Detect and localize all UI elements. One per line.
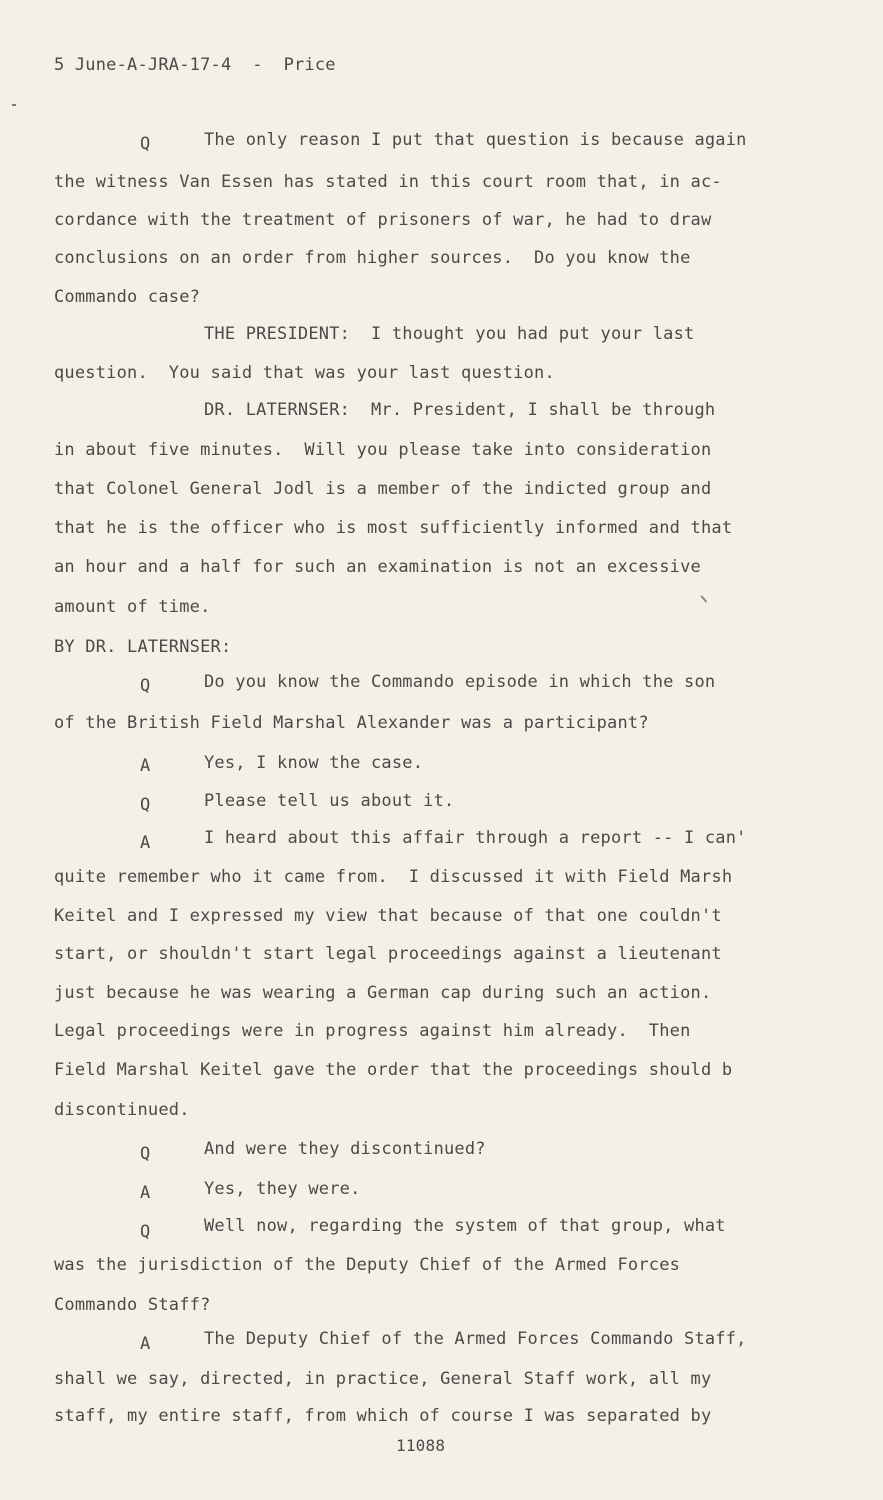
- a-marker: A: [140, 1334, 151, 1354]
- text-line: DR. LATERNSER: Mr. President, I shall be through: [204, 400, 716, 420]
- stray-mark: [701, 595, 707, 602]
- page-header: 5 June-A-JRA-17-4 - Price: [54, 55, 336, 75]
- text-line: that he is the officer who is most sufficiently informed and that: [54, 518, 733, 538]
- text-line: conclusions on an order from higher sources. Do you know the: [54, 248, 691, 268]
- text-line: of the British Field Marshal Alexander was a participant?: [54, 713, 649, 733]
- text-line: was the jurisdiction of the Deputy Chief of the Armed Forces: [54, 1255, 681, 1275]
- text-line: Do you know the Commando episode in which the son: [204, 672, 716, 692]
- a-marker: A: [140, 756, 151, 776]
- text-line: discontinued.: [54, 1100, 190, 1120]
- text-line: I heard about this affair through a report -- I can': [204, 828, 747, 848]
- text-line: THE PRESIDENT: I thought you had put your last: [204, 324, 695, 344]
- text-line: just because he was wearing a German cap during such an action.: [54, 983, 712, 1003]
- a-marker: A: [140, 1183, 151, 1203]
- margin-mark: [12, 104, 16, 106]
- text-line: the witness Van Essen has stated in this court room that, in ac-: [54, 172, 722, 192]
- text-line: Field Marshal Keitel gave the order that the proceedings should b: [54, 1060, 733, 1080]
- text-line: Commando case?: [54, 287, 201, 307]
- text-line: start, or shouldn't start legal proceedings against a lieutenant: [54, 944, 722, 964]
- q-marker: Q: [140, 134, 151, 154]
- text-line: Commando Staff?: [54, 1295, 211, 1315]
- text-line: shall we say, directed, in practice, General Staff work, all my: [54, 1369, 712, 1389]
- text-line: quite remember who it came from. I discussed it with Field Marsh: [54, 867, 733, 887]
- q-marker: Q: [140, 795, 151, 815]
- text-line: question. You said that was your last question.: [54, 363, 555, 383]
- text-line: Please tell us about it.: [204, 791, 455, 811]
- text-line: amount of time.: [54, 597, 211, 617]
- a-marker: A: [140, 833, 151, 853]
- text-line: staff, my entire staff, from which of course I was separated by: [54, 1406, 712, 1426]
- text-line: in about five minutes. Will you please take into consideration: [54, 440, 712, 460]
- q-marker: Q: [140, 1144, 151, 1164]
- text-line: Yes, I know the case.: [204, 753, 424, 773]
- text-line: The only reason I put that question is because again: [204, 130, 747, 150]
- text-line: cordance with the treatment of prisoners of war, he had to draw: [54, 210, 712, 230]
- text-line: And were they discontinued?: [204, 1139, 486, 1159]
- q-marker: Q: [140, 1222, 151, 1242]
- text-line: Well now, regarding the system of that group, what: [204, 1216, 726, 1236]
- text-line: that Colonel General Jodl is a member of the indicted group and: [54, 479, 712, 499]
- text-line: The Deputy Chief of the Armed Forces Commando Staff,: [204, 1329, 747, 1349]
- text-line: Yes, they were.: [204, 1179, 361, 1199]
- examiner-heading: BY DR. LATERNSER:: [54, 637, 232, 657]
- q-marker: Q: [140, 676, 151, 696]
- text-line: Keitel and I expressed my view that because of that one couldn't: [54, 906, 722, 926]
- page-number: 11088: [396, 1436, 446, 1455]
- text-line: an hour and a half for such an examination is not an excessive: [54, 557, 701, 577]
- text-line: Legal proceedings were in progress against him already. Then: [54, 1021, 691, 1041]
